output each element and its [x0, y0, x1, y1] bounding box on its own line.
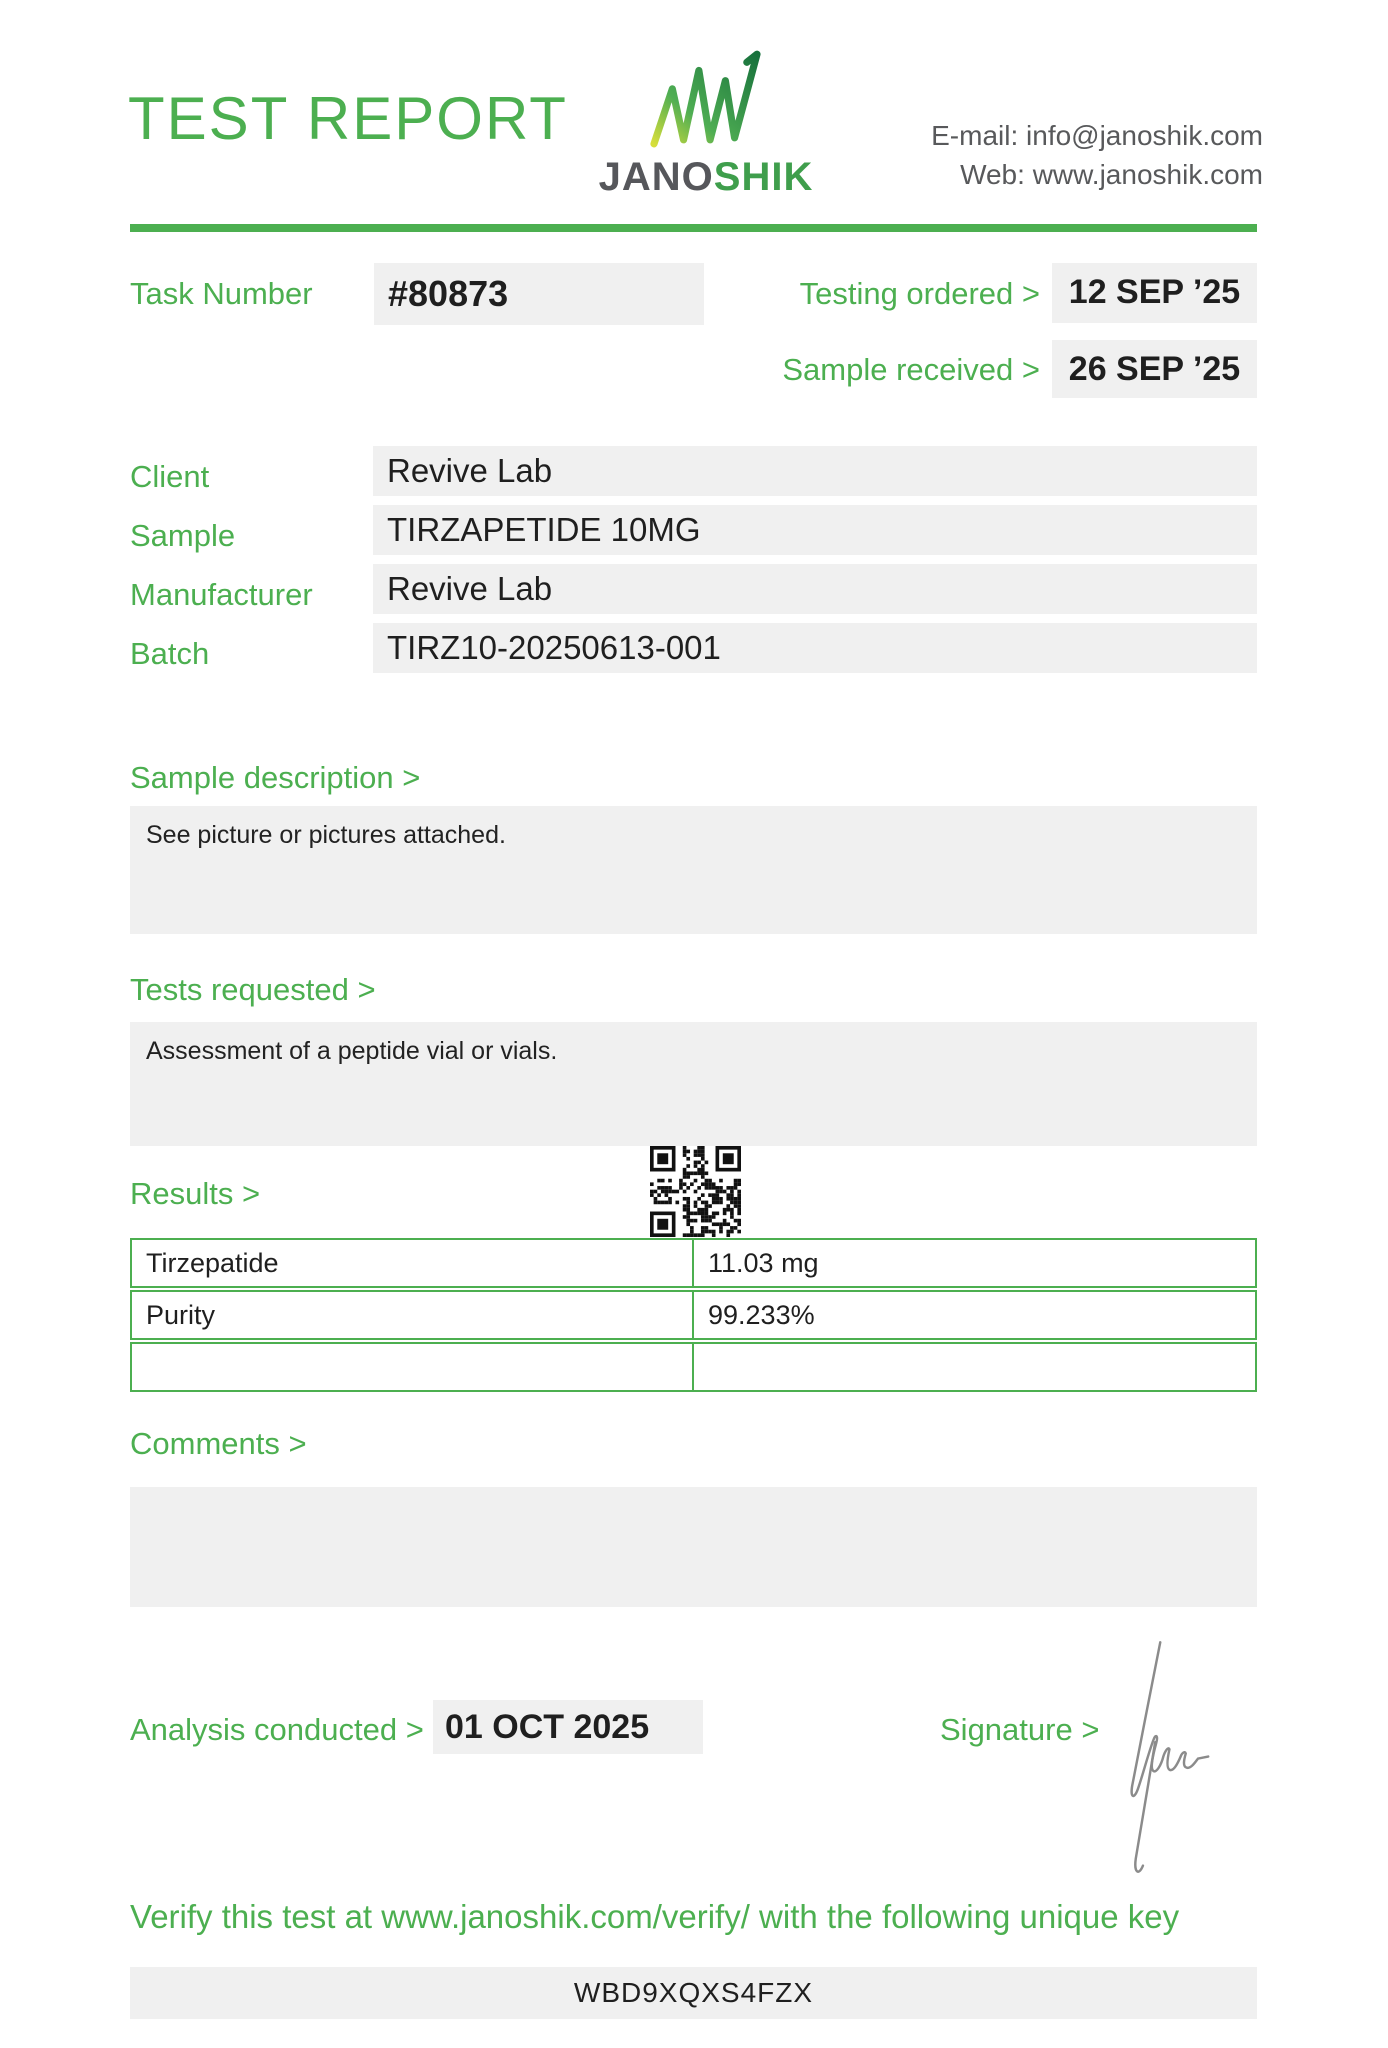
table-row [130, 1290, 1257, 1340]
testing-ordered-label: Testing ordered > [799, 276, 1040, 311]
sample-received-value: 26 SEP ’25 [1068, 350, 1241, 388]
task-number-value: #80873 [388, 273, 509, 314]
task-number-box [374, 263, 704, 325]
header-divider [130, 224, 1257, 232]
analysis-conducted-label: Analysis conducted > [130, 1712, 424, 1747]
result-analyte: Tirzepatide [132, 1240, 694, 1286]
result-value: 11.03 mg [708, 1248, 819, 1278]
sample-description-box [130, 806, 1257, 934]
sample-received-box [1052, 340, 1257, 398]
results-table [130, 1238, 1257, 1392]
qr-code [650, 1146, 741, 1237]
table-row [130, 1238, 1257, 1288]
batch-label: Batch [130, 636, 210, 671]
analysis-date-value: 01 OCT 2025 [445, 1708, 650, 1746]
manufacturer-value: Revive Lab [387, 570, 553, 607]
sample-description-heading: Sample description > [130, 760, 421, 795]
verify-instruction: Verify this test at www.janoshik.com/verify/ with the following unique key [130, 1898, 1180, 1935]
tests-requested-box [130, 1022, 1257, 1146]
table-row [130, 1342, 1257, 1392]
unique-key-box [130, 1967, 1257, 2019]
chart-logo-icon [646, 46, 766, 148]
batch-box [373, 623, 1257, 673]
task-number-label: Task Number [130, 276, 313, 311]
logo-word-green: SHIK [713, 155, 814, 199]
result-analyte [132, 1344, 694, 1390]
sample-label: Sample [130, 518, 236, 553]
page-title: TEST REPORT [128, 85, 568, 152]
client-value: Revive Lab [387, 452, 553, 489]
logo-wordmark [591, 155, 821, 200]
sample-received-label: Sample received > [782, 352, 1040, 387]
client-box [373, 446, 1257, 496]
unique-key-value: WBD9XQXS4FZX [573, 1977, 814, 2008]
manufacturer-box [373, 564, 1257, 614]
contact-info [931, 116, 1263, 194]
sample-box [373, 505, 1257, 555]
manufacturer-label: Manufacturer [130, 577, 313, 612]
comments-heading: Comments > [130, 1426, 307, 1461]
signature-label: Signature > [940, 1712, 1100, 1747]
janoshik-logo [591, 46, 821, 200]
contact-email: E-mail: info@janoshik.com [931, 120, 1263, 151]
analysis-date-box [433, 1700, 703, 1754]
tests-requested-text: Assessment of a peptide vial or vials. [146, 1037, 558, 1065]
comments-text [130, 1487, 1257, 1511]
sample-value: TIRZAPETIDE 10MG [387, 511, 701, 548]
result-analyte: Purity [132, 1292, 694, 1338]
batch-value: TIRZ10-20250613-001 [387, 629, 721, 666]
result-value: 99.233% [708, 1300, 815, 1330]
result-value [694, 1344, 1255, 1390]
tests-requested-heading: Tests requested > [130, 972, 376, 1007]
testing-ordered-box [1052, 263, 1257, 323]
sample-description-text: See picture or pictures attached. [146, 821, 506, 849]
contact-web: Web: www.janoshik.com [960, 159, 1263, 190]
signature-image [1125, 1628, 1220, 1883]
results-heading: Results > [130, 1176, 261, 1211]
logo-word-dark: JANO [598, 155, 714, 199]
comments-box [130, 1487, 1257, 1607]
client-label: Client [130, 459, 210, 494]
testing-ordered-value: 12 SEP ’25 [1068, 273, 1241, 311]
